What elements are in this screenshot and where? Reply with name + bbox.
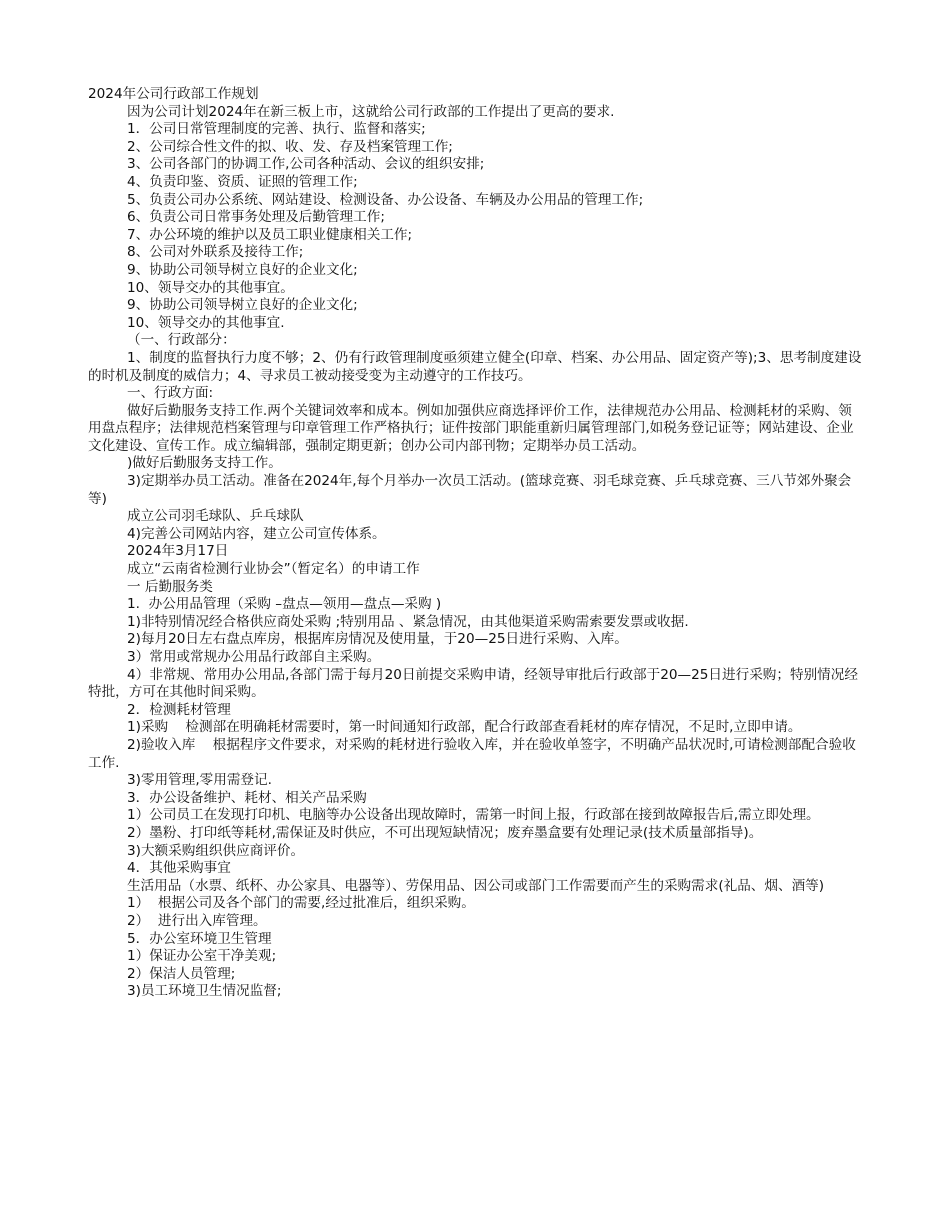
paragraph: 10、领导交办的其他事宜. <box>127 314 285 331</box>
paragraph: 5．办公室环境卫生管理 <box>127 930 272 947</box>
paragraph: 1)采购 检测部在明确耗材需要时，第一时间通知行政部，配合行政部查看耗材的库存情况，不足时,立即申请。 <box>127 719 802 736</box>
paragraph: 一 后勤服务类 <box>127 578 213 595</box>
paragraph: 2） 进行出入库管理。 <box>127 912 267 929</box>
paragraph: 8、公司对外联系及接待工作; <box>127 244 304 261</box>
paragraph: 4．其他采购事宜 <box>127 860 231 877</box>
paragraph: 成立公司羽毛球队、乒乓球队 <box>127 508 304 525</box>
paragraph: 生活用品（水票、纸杯、办公家具、电器等）、劳保用品、因公司或部门工作需要而产生的采购需求(礼品、烟、酒等) <box>127 877 825 894</box>
paragraph: 5、负责公司办公系统、网站建设、检测设备、办公设备、车辆及办公用品的管理工作; <box>127 191 644 208</box>
paragraph: 3)定期举办员工活动。准备在2024年,每个月举办一次员工活动。(篮球竞赛、羽毛球竞赛、乒乓球竞赛、三八节郊外聚会等) <box>88 473 852 507</box>
paragraph: 做好后勤服务支持工作.两个关键词效率和成本。例如加强供应商选择评价工作，法律规范办公用品、检测耗材的采购、领用盘点程序；法律规范档案管理与印章管理工作严格执行；证件按部门职能重新归属管理部门,如税务登记证等；网站建设、企业文化建设、宣传工作。成立编辑部，强制定期更新；创办公司内部刊物；定期举办员工活动。 <box>88 402 854 454</box>
paragraph: 1、制度的监督执行力度不够；2、仍有行政管理制度亟须建立健全(印章、档案、办公用品、固定资产等);3、思考制度建设的时机及制度的威信力；4、寻求员工被动接受变为主动遵守的工作技巧。 <box>88 349 862 384</box>
paragraph: 9、协助公司领导树立良好的企业文化; <box>127 297 358 314</box>
paragraph: 3）常用或常规办公用品行政部自主采购。 <box>127 649 381 665</box>
document-body <box>88 104 863 1001</box>
paragraph: 2)每月20日左右盘点库房，根据库房情况及使用量，于20—25日进行采购、入库。 <box>127 631 628 648</box>
paragraph: 1）公司员工在发现打印机、电脑等办公设备出现故障时，需第一时间上报，行政部在接到故障报告后,需立即处理。 <box>127 807 820 824</box>
paragraph: 2)验收入库 根据程序文件要求，对采购的耗材进行验收入库，并在验收单签字，不明确产品状况时,可请检测部配合验收工作. <box>88 736 856 771</box>
paragraph: 1．公司日常管理制度的完善、执行、监督和落实; <box>127 121 426 138</box>
paragraph: 1）保证办公室干净美观; <box>127 948 277 965</box>
document-title: 2024年公司行政部工作规划 <box>88 86 259 102</box>
paragraph: 1. 办公用品管理（采购 –盘点—领用—盘点—采购 ) <box>127 596 442 613</box>
paragraph: 1)非特别情况经合格供应商处采购 ;特别用品 、紧急情况，由其他渠道采购需索要发票或收据. <box>127 613 689 630</box>
paragraph: （一、行政部分： <box>127 332 236 349</box>
paragraph: 3．办公设备维护、耗材、相关产品采购 <box>127 789 367 806</box>
paragraph: 3)员工环境卫生情况监督; <box>127 983 282 1000</box>
paragraph: 2）保洁人员管理; <box>127 965 236 982</box>
paragraph: 3)零用管理,零用需登记. <box>127 772 272 789</box>
paragraph: 7、办公环境的维护以及员工职业健康相关工作; <box>127 226 413 243</box>
paragraph: 6、负责公司日常事务处理及后勤管理工作; <box>127 209 385 226</box>
paragraph: 因为公司计划2024年在新三板上市，这就给公司行政部的工作提出了更高的要求. <box>127 103 615 120</box>
paragraph: 4）非常规、常用办公用品,各部门需于每月20日前提交采购申请，经领导审批后行政部于20—25日进行采购；特别情况经特批，方可在其他时间采购。 <box>88 666 858 701</box>
paragraph: 9、协助公司领导树立良好的企业文化; <box>127 261 358 278</box>
paragraph: 3)大额采购组织供应商评价。 <box>127 842 305 859</box>
paragraph: 10、领导交办的其他事宜。 <box>127 279 294 296</box>
paragraph: )做好后勤服务支持工作。 <box>127 455 282 472</box>
document-page <box>88 86 863 1001</box>
paragraph: 2024年3月17日 <box>127 543 229 560</box>
paragraph: 2、公司综合性文件的拟、收、发、存及档案管理工作; <box>127 138 453 155</box>
paragraph: 一、行政方面: <box>127 385 214 402</box>
paragraph: 成立“云南省检测行业协会”（暂定名）的申请工作 <box>127 561 420 578</box>
paragraph: 2．检测耗材管理 <box>127 701 231 718</box>
paragraph: 4、负责印鉴、资质、证照的管理工作; <box>127 173 358 190</box>
paragraph: 3、公司各部门的协调工作,公司各种活动、会议的组织安排; <box>127 156 485 173</box>
paragraph: 1） 根据公司及各个部门的需要,经过批准后，组织采购。 <box>127 895 475 912</box>
paragraph: 2）墨粉、打印纸等耗材,需保证及时供应，不可出现短缺情况；废弃墨盒要有处理记录(技术质量部指导)。 <box>127 824 763 841</box>
paragraph: 4)完善公司网站内容，建立公司宣传体系。 <box>127 525 386 542</box>
